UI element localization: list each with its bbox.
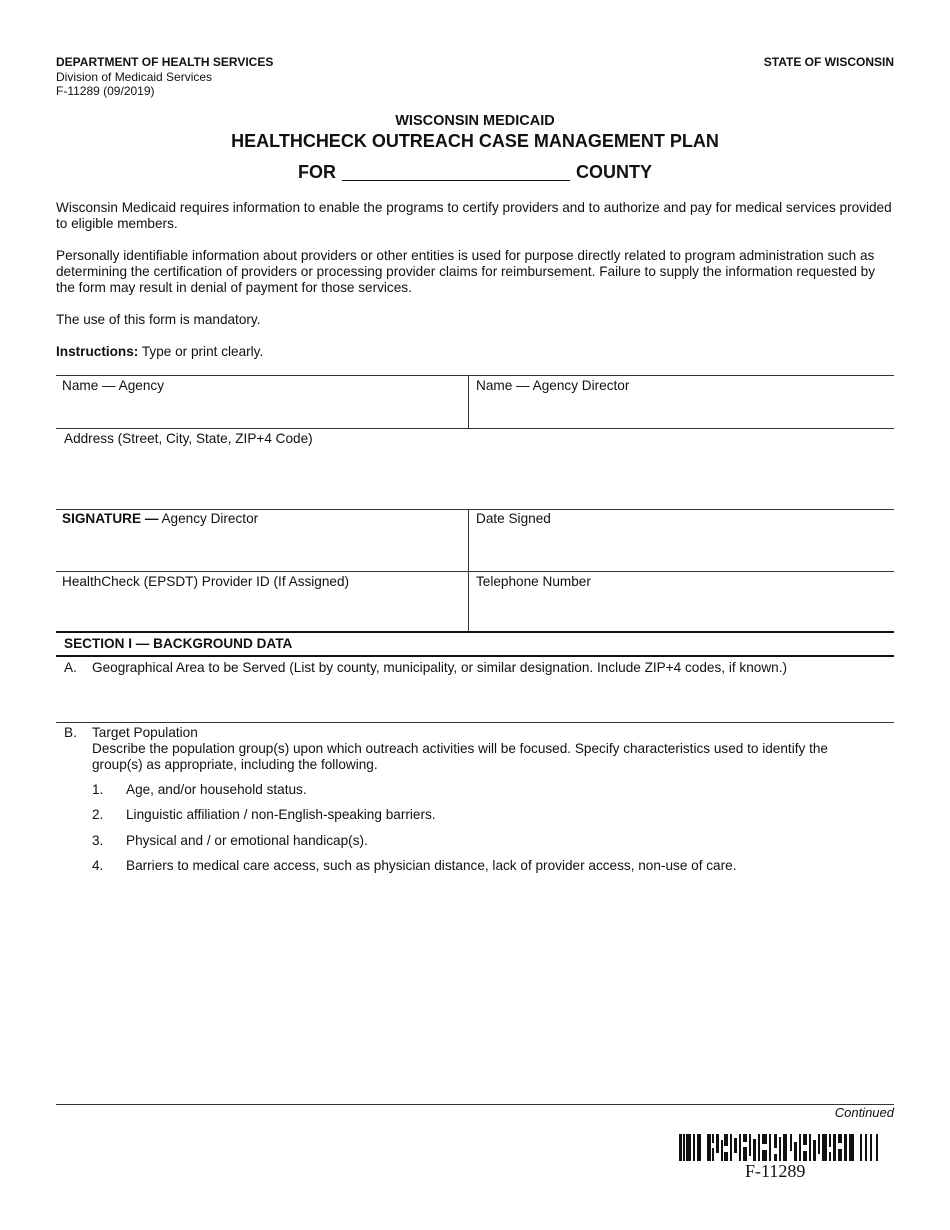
rule xyxy=(56,571,894,572)
item-a-letter: A. xyxy=(64,660,77,675)
column-divider xyxy=(468,375,469,428)
intro-paragraph-1: Wisconsin Medicaid requires information to enable the programs to certify providers and to authorize and pay for medical services provided to eligible members. xyxy=(56,200,892,231)
section-rule-bottom xyxy=(56,655,894,657)
agency-header xyxy=(56,55,273,99)
column-divider xyxy=(468,509,469,631)
barcode-image xyxy=(679,1134,881,1161)
item-b-letter: B. xyxy=(64,725,77,740)
list-item: Age, and/or household status. xyxy=(126,782,307,797)
rule xyxy=(56,509,894,510)
list-item-number: 1. xyxy=(92,782,104,797)
signature-label-bold: SIGNATURE — xyxy=(62,511,159,526)
county-blank-field[interactable] xyxy=(342,162,570,181)
list-item-number: 3. xyxy=(92,833,104,848)
list-item-number: 2. xyxy=(92,807,104,822)
rule xyxy=(56,428,894,429)
target-population-description: Describe the population group(s) upon which outreach activities will be focused. Specify characteristics used to identify the group(s) as appropriate, including the following. xyxy=(92,741,828,772)
form-id-date: F-11289 (09/2019) xyxy=(56,84,155,98)
instructions-label: Instructions: xyxy=(56,344,139,359)
address-field[interactable]: Address (Street, City, State, ZIP+4 Code) xyxy=(64,431,313,446)
division-name: Division of Medicaid Services xyxy=(56,69,213,84)
list-item: Linguistic affiliation / non-English-speaking barriers. xyxy=(126,807,436,822)
instructions-text: Type or print clearly. xyxy=(138,344,264,359)
geographical-area-field[interactable]: Geographical Area to be Served (List by county, municipality, or similar designation. Include ZIP+4 codes, if known.) xyxy=(92,660,788,675)
form-title-line1: WISCONSIN MEDICAID xyxy=(395,113,555,129)
list-item-number: 4. xyxy=(92,858,104,873)
list-item: Physical and / or emotional handicap(s). xyxy=(126,833,368,848)
footer-rule xyxy=(56,1104,894,1105)
date-signed-field[interactable]: Date Signed xyxy=(476,511,551,526)
form-number: F-11289 xyxy=(745,1161,806,1181)
telephone-field[interactable]: Telephone Number xyxy=(476,574,591,589)
county-title-line xyxy=(0,162,950,183)
intro-paragraph-3: The use of this form is mandatory. xyxy=(56,312,261,327)
state-name: STATE OF WISCONSIN xyxy=(763,55,894,69)
provider-id-field[interactable]: HealthCheck (EPSDT) Provider ID (If Assigned) xyxy=(62,574,350,589)
section-title: SECTION I — BACKGROUND DATA xyxy=(64,636,293,651)
rule xyxy=(56,375,894,376)
intro-paragraph-2: Personally identifiable information about providers or other entities is used for purpose directly related to program administration such as determining the certification of providers or processing provider claims for reimbursement. Failure to supply the information requested by the form may result in denial of payment for those services. xyxy=(56,248,876,295)
name-agency-field[interactable]: Name — Agency xyxy=(62,378,164,393)
for-label: FOR xyxy=(298,162,336,182)
rule xyxy=(56,722,894,723)
target-population-title: Target Population xyxy=(92,725,198,740)
continued-label: Continued xyxy=(834,1105,894,1120)
signature-field[interactable] xyxy=(62,511,258,526)
department-name: DEPARTMENT OF HEALTH SERVICES xyxy=(56,55,274,69)
list-item: Barriers to medical care access, such as physician distance, lack of provider access, non-use of care. xyxy=(126,858,737,873)
instructions xyxy=(56,344,896,360)
county-label: COUNTY xyxy=(576,162,652,182)
form-title-line2: HEALTHCHECK OUTREACH CASE MANAGEMENT PLAN xyxy=(231,131,719,151)
section-rule-top xyxy=(56,631,894,633)
name-agency-director-field[interactable]: Name — Agency Director xyxy=(476,378,630,393)
signature-label-rest: Agency Director xyxy=(158,511,259,526)
